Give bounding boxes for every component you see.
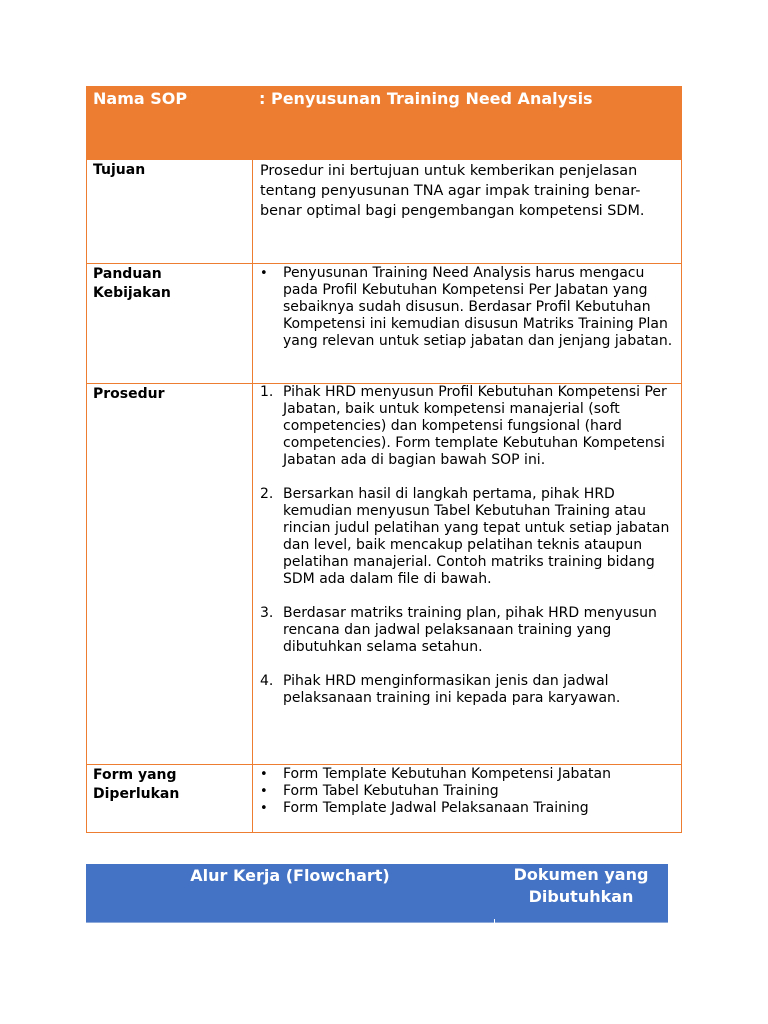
bullet-icon: •: [260, 784, 268, 799]
panduan-list: [260, 265, 677, 350]
step-number: 2.: [260, 486, 274, 502]
list-item: [260, 800, 677, 817]
flowchart-divider: [86, 922, 668, 923]
step-number: 1.: [260, 384, 274, 400]
tujuan-line: tentang penyusunan TNA agar impak training benar-: [260, 183, 641, 199]
panduan-text: Penyusunan Training Need Analysis harus mengacu pada Profil Kebutuhan Kompetensi Per Jabatan yang sebaiknya sudah disusun. Berdasar Profil Kebutuhan Kompetensi ini kemudian disusun Matriks Training Plan yang relevan untuk setiap jabatan dan jenjang jabatan.: [283, 265, 673, 349]
form-item-text: Form Template Jadwal Pelaksanaan Training: [283, 800, 589, 816]
sop-header-row: [87, 87, 681, 159]
panduan-label-line1: Panduan: [93, 266, 162, 282]
sop-name-value: : Penyusunan Training Need Analysis: [259, 89, 593, 108]
list-item: [260, 486, 677, 588]
prosedur-list: [260, 384, 677, 707]
documents-column-title: [494, 864, 668, 922]
panduan-label: [87, 264, 253, 383]
prosedur-content: [253, 384, 681, 764]
tujuan-label: Tujuan: [87, 160, 253, 263]
bullet-icon: •: [260, 801, 268, 816]
prosedur-label: Prosedur: [87, 384, 253, 764]
documents-title-line2: Dibutuhkan: [528, 887, 634, 906]
list-item: [260, 673, 677, 707]
form-list: [260, 766, 677, 817]
sop-table: [86, 86, 682, 833]
step-number: 4.: [260, 673, 274, 689]
step-text: Berdasar matriks training plan, pihak HRD menyusun rencana dan jadwal pelaksanaan training yang dibutuhkan selama setahun.: [283, 605, 657, 655]
flowchart-header: [86, 864, 668, 922]
prosedur-row: [87, 383, 681, 764]
panduan-content: [253, 264, 681, 383]
form-item-text: Form Tabel Kebutuhan Training: [283, 783, 499, 799]
list-item: [260, 384, 677, 469]
list-item: [260, 605, 677, 656]
form-label-line2: Diperlukan: [93, 786, 180, 802]
step-text: Pihak HRD menginformasikan jenis dan jadwal pelaksanaan training ini kepada para karyawan.: [283, 673, 621, 706]
form-label-line1: Form yang: [93, 767, 177, 783]
step-text: Pihak HRD menyusun Profil Kebutuhan Kompetensi Per Jabatan, baik untuk kompetensi manajerial (soft competencies) dan kompetensi fungsional (hard competencies). Form template Kebutuhan Kompetensi Jabatan ada di bagian bawah SOP ini.: [283, 384, 667, 468]
panduan-label-line2: Kebijakan: [93, 285, 171, 301]
tujuan-line: benar optimal bagi pengembangan kompetensi SDM.: [260, 203, 645, 219]
step-number: 3.: [260, 605, 274, 621]
form-row: [87, 764, 681, 832]
list-item: [260, 265, 677, 350]
list-item: [260, 783, 677, 800]
list-item: [260, 766, 677, 783]
form-item-text: Form Template Kebutuhan Kompetensi Jabatan: [283, 766, 611, 782]
form-content: [253, 765, 681, 832]
sop-name-label: Nama SOP: [93, 89, 188, 108]
documents-title-line1: Dokumen yang: [513, 865, 649, 884]
flowchart-divider-gap: [494, 919, 495, 923]
tujuan-row: [87, 159, 681, 263]
bullet-icon: •: [260, 767, 268, 782]
tujuan-content: [253, 160, 681, 263]
flowchart-column-title: Alur Kerja (Flowchart): [190, 866, 390, 885]
tujuan-line: Prosedur ini bertujuan untuk kemberikan penjelasan: [260, 163, 638, 179]
bullet-icon: •: [260, 266, 268, 281]
step-text: Bersarkan hasil di langkah pertama, pihak HRD kemudian menyusun Tabel Kebutuhan Training atau rincian judul pelatihan yang tepat untuk setiap jabatan dan level, baik mencakup pelatihan teknis ataupun pelatihan manajerial. Contoh matriks training bidang SDM ada dalam file di bawah.: [283, 486, 670, 587]
form-label: [87, 765, 253, 832]
panduan-row: [87, 263, 681, 383]
